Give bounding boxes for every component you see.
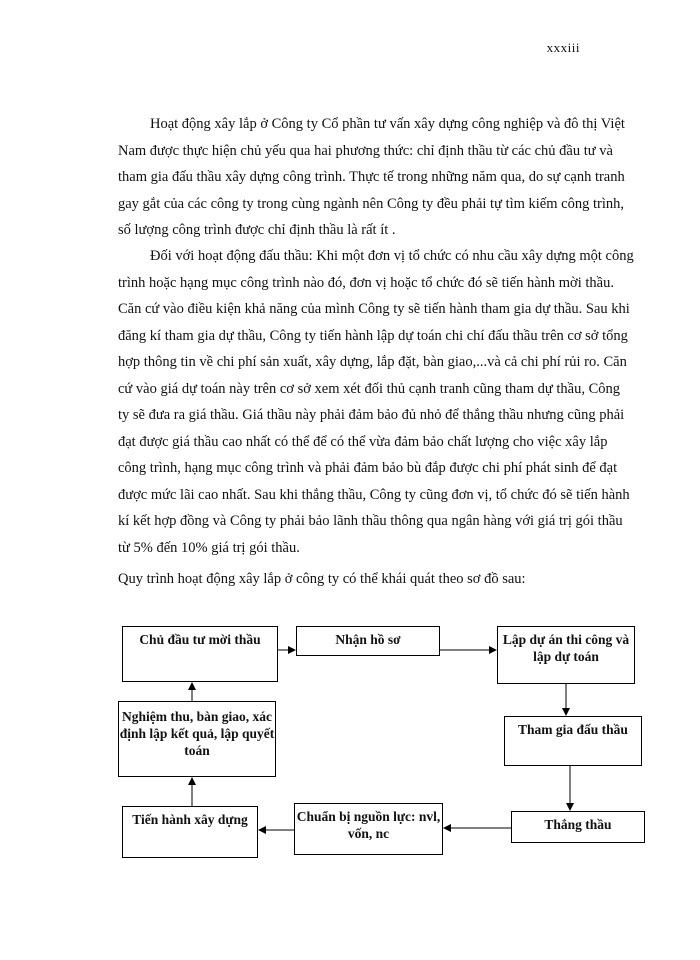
- box-build: Tiến hành xây dựng: [122, 806, 258, 858]
- paragraph-2-text: Đối với hoạt động đấu thầu: Khi một đơn vị tổ chức có nhu cầu xây dựng một công trình hoặc hạng mục công trình nào đó, đơn vị hoặc tổ chức đó sẽ tiến hành mời thầu. Căn cứ vào điều kiện khả năng của mình Công ty sẽ tiến hành tham gia dự thầu. Sau khi đăng kí tham gia dự thầu, Công ty tiến hành lập dự toán chi chí đấu thầu trên cơ sở tổng hợp thông tin về chi phí sản xuất, xây dựng, lắp đặt, bàn giao,...và cả chi phí rủi ro. Căn cứ vào giá dự toán này trên cơ sở xem xét đối thủ cạnh tranh cũng tham dự thầu, Công ty sẽ đưa ra giá thầu. Giá thầu này phải đảm bảo đủ nhỏ để thắng thầu nhưng cũng phải đạt được giá thầu cao nhất có thể để có thể vừa đảm bảo chất lượng cho việc xây lắp công trình, hạng mục công trình và phải đảm bảo bù đắp được chi phí phát sinh để đạt được mức lãi cao nhất. Sau khi thắng thầu, Công ty cũng đơn vị, tổ chức đó sẽ tiến hành kí kết hợp đồng và Công ty phải bảo lãnh thầu thông qua ngân hàng với giá trị gói thầu từ 5% đến 10% giá trị gói thầu.: [118, 248, 634, 556]
- paragraph-1-text: Hoạt động xây lắp ở Công ty Cổ phần tư vấn xây dựng công nghiệp và đô thị Việt Nam được thực hiện chủ yếu qua hai phương thức: chỉ định thầu từ các chủ đầu tư và tham gia đấu thầu xây dựng công trình. Thực tế trong những năm qua, do sự cạnh tranh gay gắt của các công ty trong cùng ngành nên Công ty đều phải tự tìm kiếm công trình, số lượng công trình được chỉ định thầu là rất ít .: [118, 116, 625, 238]
- box-win: Thắng thầu: [511, 811, 645, 843]
- box-receive-docs: Nhận hồ sơ: [296, 626, 440, 656]
- box-prepare: Chuẩn bị nguồn lực: nvl, vốn, nc: [294, 803, 443, 855]
- box-bid: Tham gia đấu thầu: [504, 716, 642, 766]
- page-number: xxxiii: [546, 40, 580, 55]
- paragraph-2: [118, 243, 634, 561]
- box-acceptance: Nghiệm thu, bàn giao, xác định lập kết quả, lập quyết toán: [118, 701, 276, 777]
- box-plan: Lập dự án thi công và lập dự toán: [497, 626, 635, 684]
- paragraph-1: [118, 111, 634, 244]
- paragraph-3: Quy trình hoạt động xây lắp ở công ty có thể khái quát theo sơ đồ sau:: [118, 571, 526, 587]
- box-owner-invite: Chủ đầu tư mời thầu: [122, 626, 278, 682]
